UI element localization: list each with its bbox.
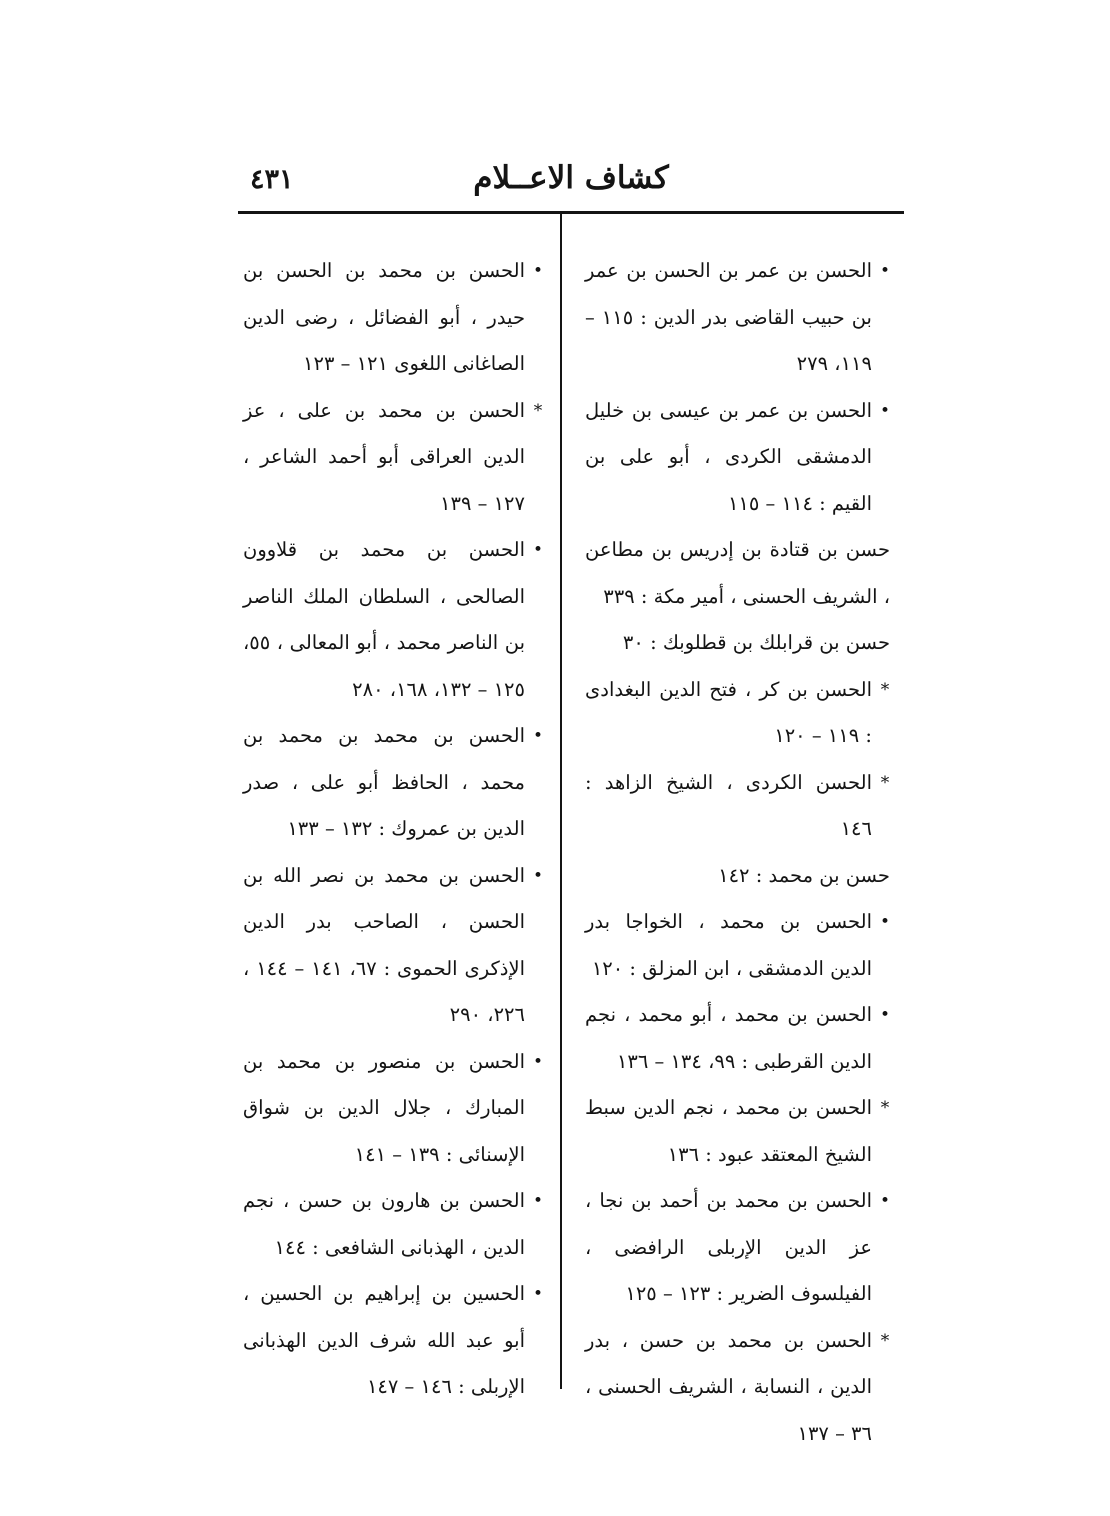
bullet-marker: • — [879, 1191, 891, 1211]
index-entry-text: الحسن بن منصور بن محمد بن المبارك ، جلال الدين بن شواق الإسنائى : ١٣٩ – ١٤١ — [243, 1049, 525, 1166]
index-entry-text: الحسن بن محمد بن محمد بن محمد ، الحافظ أبو على ، صدر الدين بن عمروك : ١٣٢ – ١٣٣ — [243, 724, 525, 840]
asterisk-marker: * — [880, 772, 890, 793]
index-entry — [243, 853, 544, 1039]
bullet-marker: • — [532, 261, 544, 281]
header-rule — [238, 211, 904, 214]
index-entry — [585, 620, 890, 667]
index-entry — [585, 760, 890, 853]
index-entry — [585, 248, 891, 388]
bullet-marker: • — [532, 1051, 544, 1072]
index-entry-text: الحسن بن كر ، فتح الدين البغدادى : ١١٩ – ١٢٠ — [585, 677, 872, 747]
index-column-left — [243, 248, 543, 1411]
asterisk-marker: * — [880, 1330, 890, 1351]
index-entry — [585, 527, 890, 620]
page-number: ٤٣١ — [250, 164, 294, 195]
index-entry — [585, 667, 890, 760]
bullet-marker: • — [532, 726, 544, 746]
index-entry — [243, 1271, 544, 1411]
index-entry — [585, 853, 890, 900]
index-entry-text: الحسين بن إبراهيم بن الحسين ، أبو عبد الله شرف الدين الهذبانى الإربلى : ١٤٦ – ١٤٧ — [243, 1282, 525, 1398]
index-entry — [243, 527, 544, 713]
index-entry-text: الحسن بن هارون بن حسن ، نجم الدين ، الهذبانى الشافعى : ١٤٤ — [243, 1189, 525, 1259]
index-entry-text: الحسن بن محمد بن على ، عز الدين العراقى أبو أحمد الشاعر ، ١٢٧ – ١٣٩ — [243, 398, 525, 515]
index-entry-text: الحسن بن محمد بن نصر الله بن الحسن ، الصاحب بدر الدين الإذكرى الحموى : ٦٧، ١٤١ – ١٤٤ ، ٢٢٦، ٢٩٠ — [243, 863, 526, 1026]
index-entry-text: الحسن بن محمد بن الحسن بن حيدر ، أبو الفضائل ، رضى الدين الصاغانى اللغوى ١٢١ – ١٢٣ — [243, 259, 525, 375]
asterisk-marker: * — [880, 679, 890, 700]
index-entry — [243, 1039, 544, 1179]
column-divider — [560, 214, 562, 1389]
index-entry — [243, 1178, 544, 1271]
index-entry — [585, 992, 891, 1085]
index-entry — [585, 1085, 890, 1178]
bullet-marker: • — [532, 540, 544, 560]
index-entry-text: الحسن بن محمد ، الخواجا بدر الدين الدمشقى ، ابن المزلق : ١٢٠ — [585, 910, 872, 980]
index-entry-text: الحسن بن عمر بن الحسن بن عمر بن حبيب القاضى بدر الدين : ١١٥ – ١١٩، ٢٧٩ — [585, 259, 872, 375]
bullet-marker: • — [532, 1191, 544, 1211]
index-entry-text: الحسن بن محمد بن قلاوون الصالحى ، السلطان الملك الناصر بن الناصر محمد ، أبو المعالى ، ٥٥، ١٢٥ – ١٣٢، ١٦٨، ٢٨٠ — [243, 538, 525, 701]
bullet-marker: • — [879, 912, 891, 932]
index-entry-text: الحسن بن محمد ، أبو محمد ، نجم الدين القرطبى : ٩٩، ١٣٤ – ١٣٦ — [585, 1003, 872, 1073]
index-entry-text: حسن بن قرابلك بن قطلوبك : ٣٠ — [622, 631, 890, 654]
index-entry — [585, 388, 891, 528]
index-entry — [585, 1178, 891, 1318]
bullet-marker: • — [879, 1005, 891, 1025]
bullet-marker: • — [532, 1284, 544, 1304]
bullet-marker: • — [879, 261, 891, 281]
asterisk-marker: * — [880, 1098, 890, 1118]
page-header — [238, 160, 904, 210]
index-entry-text: الحسن الكردى ، الشيخ الزاهد : ١٤٦ — [585, 770, 872, 840]
index-entry — [243, 713, 544, 853]
index-entry-text: الحسن بن محمد بن أحمد بن نجا ، عز الدين الإربلى الرافضى ، الفيلسوف الضرير : ١٢٣ – ١٢٥ — [585, 1189, 872, 1305]
bullet-marker: • — [879, 400, 891, 421]
bullet-marker: • — [532, 865, 544, 886]
index-entry — [243, 388, 543, 528]
index-entry-text: حسن بن محمد : ١٤٢ — [718, 863, 890, 887]
index-entry-text: حسن بن قتادة بن إدريس بن مطاعن ، الشريف الحسنى ، أمير مكة : ٣٣٩ — [585, 538, 890, 608]
index-column-right — [585, 248, 890, 1457]
index-entry — [243, 248, 544, 388]
index-entry-text: الحسن بن عمر بن عيسى بن خليل الدمشقى الكردى ، أبو على بن القيم : ١١٤ – ١١٥ — [585, 398, 872, 515]
index-entry — [585, 1318, 890, 1458]
index-entry-text: الحسن بن محمد ، نجم الدين سبط الشيخ المعتقد عبود : ١٣٦ — [585, 1096, 872, 1166]
page-title: كشاف الاعــلام — [473, 160, 669, 196]
index-entry — [585, 899, 891, 992]
asterisk-marker: * — [533, 400, 543, 421]
index-entry-text: الحسن بن محمد بن حسن ، بدر الدين ، النسابة ، الشريف الحسنى ، ٣٦ – ١٣٧ — [585, 1328, 872, 1445]
